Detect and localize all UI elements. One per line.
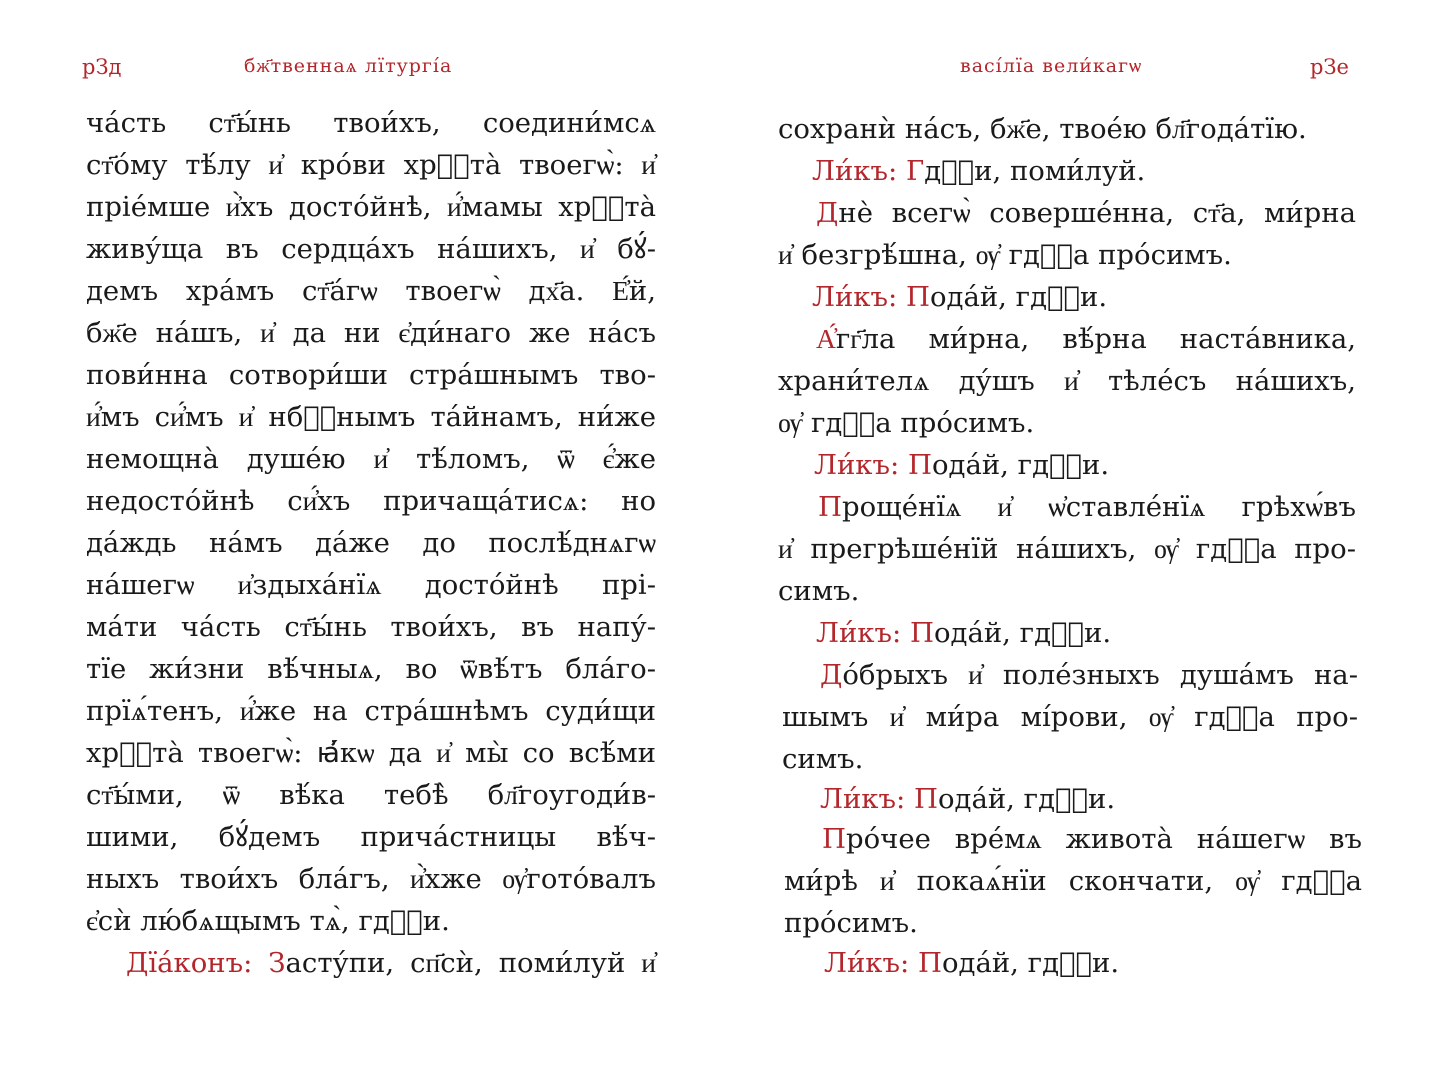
text-line: на́шегѡ и҆здыха́нїѧ досто́йнѣ прі- bbox=[86, 569, 656, 601]
petition-text: ро́чее вре́мѧ живота̀ на́шегѡ въ bbox=[845, 823, 1362, 855]
speaker-label: Дїа́конъ: bbox=[126, 947, 253, 979]
drop-initial: Д bbox=[820, 659, 843, 691]
left-page bbox=[0, 0, 716, 1080]
response-line bbox=[814, 449, 1110, 481]
text-line: ныхъ твои́хъ бла́гъ, и҆̀хже ѹ҆гото́валъ bbox=[86, 863, 656, 895]
response-line bbox=[820, 783, 1116, 815]
text-line: пови́нна сотвори́ши стра́шнымъ тво- bbox=[86, 359, 656, 391]
text-line: симъ. bbox=[782, 743, 864, 775]
text-line: ст҃о́му тѣ́лу и҆ кро́ви хрⷭ҇та̀ твоегѡ̀: и҆ bbox=[86, 149, 656, 181]
running-head: васі́лїа вели́кагѡ bbox=[960, 55, 1143, 77]
speaker-label: Ли́къ: bbox=[816, 617, 902, 649]
drop-initial: П bbox=[913, 783, 938, 815]
response-text: ода́й, гдⷭ҇и. bbox=[937, 783, 1116, 815]
response-line bbox=[816, 617, 1112, 649]
response-line bbox=[812, 281, 1108, 313]
text-line: прїѧ́тенъ, и҆́же на стра́шнѣмъ суди́щи bbox=[86, 695, 656, 727]
petition-text: роще́нїѧ и҆ ѡ҆ставле́нїѧ грѣхѡ́въ bbox=[841, 491, 1356, 523]
speaker-label: Ли́къ: bbox=[812, 155, 898, 187]
text-line: ст҃ы́ми, ѿ вѣ́ка тебѣ̀ бл҃гоугоди́в- bbox=[86, 779, 656, 811]
rubric-text: асту́пи, сп҃сѝ, поми́луй и҆ bbox=[285, 947, 656, 979]
text-line: шымъ и҆ ми́ра мі́рови, ѹ҆ гдⷭ҇а про- bbox=[782, 701, 1358, 733]
petition-first-line bbox=[816, 197, 1356, 229]
speaker-label: Ли́къ: bbox=[820, 783, 906, 815]
text-line: ми́рѣ и҆ покаѧ́нїи скончати, ѹ҆ гдⷭ҇а bbox=[784, 865, 1362, 897]
response-text: дⷭ҇и, поми́луй. bbox=[924, 155, 1146, 187]
text-line: симъ. bbox=[778, 575, 860, 607]
text-line: ча́сть ст҃ы́нь твои́хъ, соедини́мсѧ bbox=[86, 107, 656, 139]
petition-first-line bbox=[818, 491, 1356, 523]
text-line: и҆́мъ си҆́мъ и҆ нбⷭ҇нымъ та́йнамъ, ни́же bbox=[86, 401, 656, 433]
text-line: сохранѝ на́съ, бж҃е, твое́ю бл҃года́тїю. bbox=[778, 113, 1307, 145]
petition-first-line bbox=[816, 323, 1356, 355]
running-head: бж҃твеннаѧ лїтургі́а bbox=[244, 55, 453, 77]
text-line: шими, бꙋ́демъ прича́стницы вѣ́ч- bbox=[86, 821, 656, 853]
petition-text: нѐ всегѡ̀ соверше́нна, ст҃а, ми́рна bbox=[838, 197, 1356, 229]
drop-initial: П bbox=[822, 823, 846, 855]
text-line: недосто́йнѣ си҆́хъ причаща́тисѧ: но bbox=[86, 485, 656, 517]
text-line: немощна̀ душе́ю и҆ тѣ́ломъ, ѿ є҆́же bbox=[86, 443, 656, 475]
text-line: храни́телѧ ду́шъ и҆ тѣле́съ на́шихъ, bbox=[778, 365, 1356, 397]
text-line: и҆ безгрѣ́шна, ѹ҆ гдⷭ҇а про́симъ. bbox=[778, 239, 1232, 271]
text-line: живу́ща въ сердца́хъ на́шихъ, и҆ бꙋ́- bbox=[86, 233, 656, 265]
text-line: и҆ прегрѣше́нїй на́шихъ, ѹ҆ гдⷭ҇а про- bbox=[778, 533, 1356, 565]
rubric-line bbox=[126, 947, 656, 979]
text-line: хрⷭ҇та̀ твоегѡ̀: ꙗ҆́кѡ да и҆ мы̀ со всѣ́ми bbox=[86, 737, 656, 769]
speaker-label: Ли́къ: bbox=[824, 947, 910, 979]
text-line: ма́ти ча́сть ст҃ы́нь твои́хъ, въ напу́- bbox=[86, 611, 656, 643]
petition-text: ́гг҃ла ми́рна, вѣ́рна наста́вника, bbox=[835, 323, 1356, 355]
drop-initial: П bbox=[907, 449, 932, 481]
petition-first-line bbox=[820, 659, 1358, 691]
response-text: ода́й, гдⷭ҇и. bbox=[931, 449, 1110, 481]
response-text: ода́й, гдⷭ҇и. bbox=[941, 947, 1120, 979]
drop-initial: А҆ bbox=[816, 323, 836, 355]
response-text: ода́й, гдⷭ҇и. bbox=[933, 617, 1112, 649]
text-line: є҆сѝ лю́бѧщымъ тѧ̀, гдⷭ҇и. bbox=[86, 905, 450, 937]
drop-initial: Г bbox=[905, 155, 925, 187]
drop-initial: П bbox=[905, 281, 930, 313]
drop-initial: П bbox=[818, 491, 842, 523]
text-line: да́ждь на́мъ да́же до послѣ́днѧгѡ bbox=[86, 527, 656, 559]
response-line bbox=[824, 947, 1120, 979]
speaker-label: Ли́къ: bbox=[814, 449, 900, 481]
drop-initial: П bbox=[909, 617, 934, 649]
text-line: бж҃е на́шъ, и҆ да ни є҆ди́наго же на́съ bbox=[86, 317, 656, 349]
drop-initial: Д bbox=[816, 197, 839, 229]
petition-text: о́брыхъ и҆ поле́зныхъ душа́мъ на- bbox=[842, 659, 1358, 691]
speaker-label: Ли́къ: bbox=[812, 281, 898, 313]
response-line bbox=[812, 155, 1146, 187]
petition-first-line bbox=[822, 823, 1362, 855]
text-line: тїе жи́зни вѣ́чныѧ, во ѿвѣ́тъ бла́го- bbox=[86, 653, 656, 685]
text-line: ѹ҆ гдⷭ҇а про́симъ. bbox=[778, 407, 1035, 439]
text-line: про́симъ. bbox=[784, 907, 918, 939]
drop-initial: П bbox=[917, 947, 942, 979]
page-number: рЗд bbox=[82, 55, 122, 79]
right-page bbox=[716, 0, 1433, 1080]
response-text: ода́й, гдⷭ҇и. bbox=[929, 281, 1108, 313]
text-line: пріе́мше и҆̀хъ досто́йнѣ, и҆́мамы хрⷭ҇та̀ bbox=[86, 191, 656, 223]
page-number: рЗе bbox=[1310, 55, 1349, 79]
drop-initial: З bbox=[268, 947, 286, 979]
text-line: демъ хра́мъ ст҃а́гѡ твоегѡ̀ дх҃а. Е҆́й, bbox=[86, 275, 656, 307]
